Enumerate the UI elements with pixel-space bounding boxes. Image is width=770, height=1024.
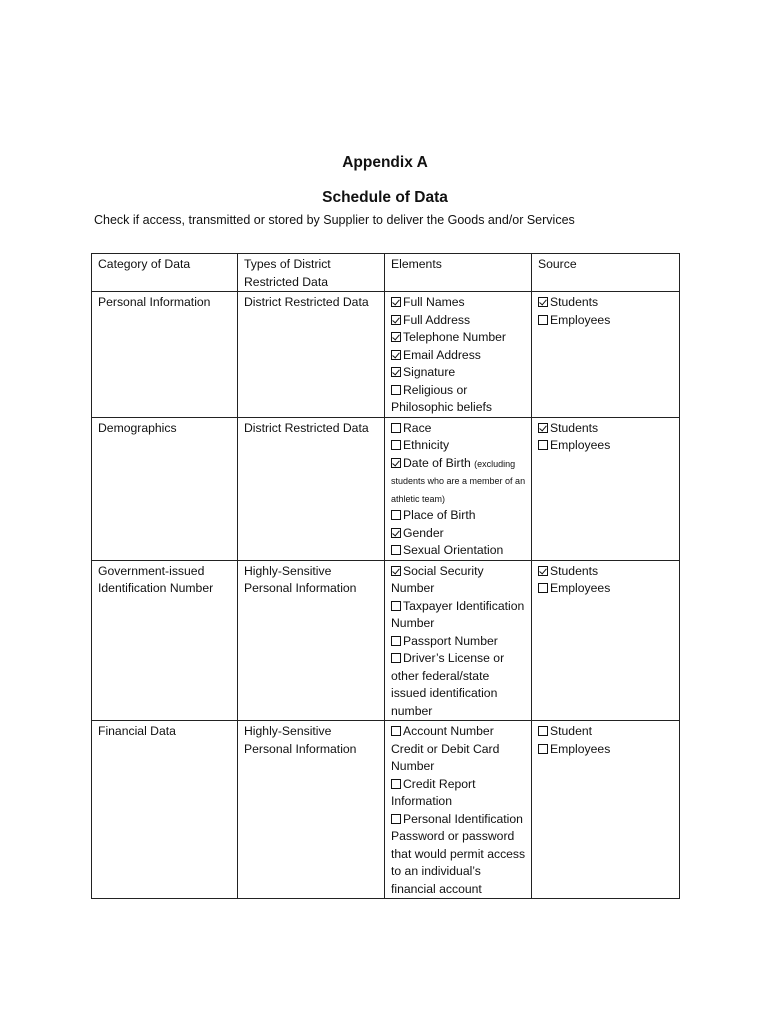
category-cell: Demographics (92, 417, 238, 560)
source-item (538, 312, 675, 330)
type-cell: Highly-Sensitive Personal Information (238, 560, 385, 721)
schedule-title: Schedule of Data (322, 189, 448, 206)
element-label: Date of Birth (403, 455, 471, 470)
checkbox-icon[interactable] (391, 315, 401, 325)
checkbox-icon[interactable] (391, 458, 401, 468)
source-label: Students (550, 563, 599, 578)
element-label: Telephone Number (403, 330, 506, 344)
source-item (538, 420, 675, 438)
source-item (538, 294, 675, 312)
element-item (391, 382, 527, 417)
element-item (391, 347, 527, 365)
element-item (391, 437, 527, 455)
element-label: Gender (403, 525, 444, 540)
element-label: Ethnicity (403, 438, 450, 452)
type-cell: District Restricted Data (238, 417, 385, 560)
table-row (92, 417, 680, 560)
element-label: Place of Birth (403, 508, 476, 522)
checkbox-icon[interactable] (538, 297, 548, 307)
table-row (92, 721, 680, 899)
elements-cell (385, 721, 532, 899)
checkbox-icon[interactable] (391, 423, 401, 433)
element-item (391, 542, 527, 560)
element-item (391, 294, 527, 312)
elements-cell (385, 292, 532, 418)
element-label: Account Number Credit or Debit Card Number (391, 724, 500, 773)
intro-text: Check if access, transmitted or stored by Supplier to deliver the Goods and/or Services (94, 213, 575, 227)
element-item (391, 650, 527, 720)
element-item (391, 420, 527, 438)
checkbox-icon[interactable] (391, 367, 401, 377)
source-cell (532, 292, 680, 418)
type-cell: District Restricted Data (238, 292, 385, 418)
element-item (391, 723, 527, 776)
checkbox-icon[interactable] (391, 601, 401, 611)
table-row (92, 292, 680, 418)
appendix-title: Appendix A (342, 154, 428, 171)
source-label: Employees (550, 438, 611, 452)
element-label: Email Address (403, 347, 481, 362)
element-item (391, 329, 527, 347)
checkbox-icon[interactable] (391, 297, 401, 307)
source-cell (532, 721, 680, 899)
checkbox-icon[interactable] (391, 385, 401, 395)
header-elements: Elements (385, 254, 532, 292)
source-cell (532, 417, 680, 560)
element-item (391, 312, 527, 330)
element-item (391, 598, 527, 633)
type-cell: Highly-Sensitive Personal Information (238, 721, 385, 899)
element-label: Social Security Number (391, 563, 484, 595)
source-label: Employees (550, 741, 611, 756)
element-item (391, 563, 527, 598)
element-label: Credit Report Information (391, 776, 476, 808)
checkbox-icon[interactable] (391, 566, 401, 576)
checkbox-icon[interactable] (538, 726, 548, 736)
header-source: Source (532, 254, 680, 292)
checkbox-icon[interactable] (391, 653, 401, 663)
checkbox-icon[interactable] (538, 744, 548, 754)
source-label: Employees (550, 581, 611, 595)
checkbox-icon[interactable] (538, 440, 548, 450)
element-label: Race (403, 420, 432, 435)
element-item (391, 633, 527, 651)
source-item (538, 723, 675, 741)
element-item (391, 507, 527, 525)
schedule-table (91, 253, 680, 899)
source-label: Student (550, 724, 593, 738)
element-label: Signature (403, 365, 456, 379)
table-header-row (92, 254, 680, 292)
header-type: Types of District Restricted Data (238, 254, 385, 292)
category-cell: Financial Data (92, 721, 238, 899)
checkbox-icon[interactable] (391, 636, 401, 646)
element-label: Full Address (403, 312, 471, 327)
source-label: Students (550, 295, 599, 309)
checkbox-icon[interactable] (391, 528, 401, 538)
element-note: (excluding students who are a member of an athletic team) (391, 458, 526, 504)
header-category: Category of Data (92, 254, 238, 292)
element-label: Personal Identification Password or password that would permit access to an individual’s financial account (391, 811, 526, 896)
checkbox-icon[interactable] (538, 423, 548, 433)
element-item (391, 811, 527, 899)
checkbox-icon[interactable] (538, 315, 548, 325)
checkbox-icon[interactable] (391, 332, 401, 342)
elements-cell (385, 417, 532, 560)
checkbox-icon[interactable] (538, 566, 548, 576)
source-item (538, 437, 675, 455)
checkbox-icon[interactable] (391, 440, 401, 450)
element-label: Taxpayer Identification Number (391, 598, 525, 630)
checkbox-icon[interactable] (391, 545, 401, 555)
element-label: Passport Number (403, 633, 498, 648)
element-item (391, 776, 527, 811)
category-cell: Personal Information (92, 292, 238, 418)
source-item (538, 563, 675, 581)
checkbox-icon[interactable] (391, 814, 401, 824)
checkbox-icon[interactable] (391, 726, 401, 736)
element-item (391, 455, 527, 508)
source-cell (532, 560, 680, 721)
element-label: Religious or Philosophic beliefs (391, 382, 492, 414)
elements-cell (385, 560, 532, 721)
source-label: Students (550, 420, 599, 435)
source-item (538, 580, 675, 598)
source-item (538, 741, 675, 759)
source-label: Employees (550, 312, 611, 327)
category-cell: Government-issued Identification Number (92, 560, 238, 721)
checkbox-icon[interactable] (391, 779, 401, 789)
checkbox-icon[interactable] (391, 510, 401, 520)
checkbox-icon[interactable] (538, 583, 548, 593)
element-label: Sexual Orientation (403, 543, 504, 557)
table-row (92, 560, 680, 721)
checkbox-icon[interactable] (391, 350, 401, 360)
element-item (391, 525, 527, 543)
element-label: Driver’s License or other federal/state issued identification number (391, 651, 505, 718)
element-item (391, 364, 527, 382)
element-label: Full Names (403, 295, 465, 309)
